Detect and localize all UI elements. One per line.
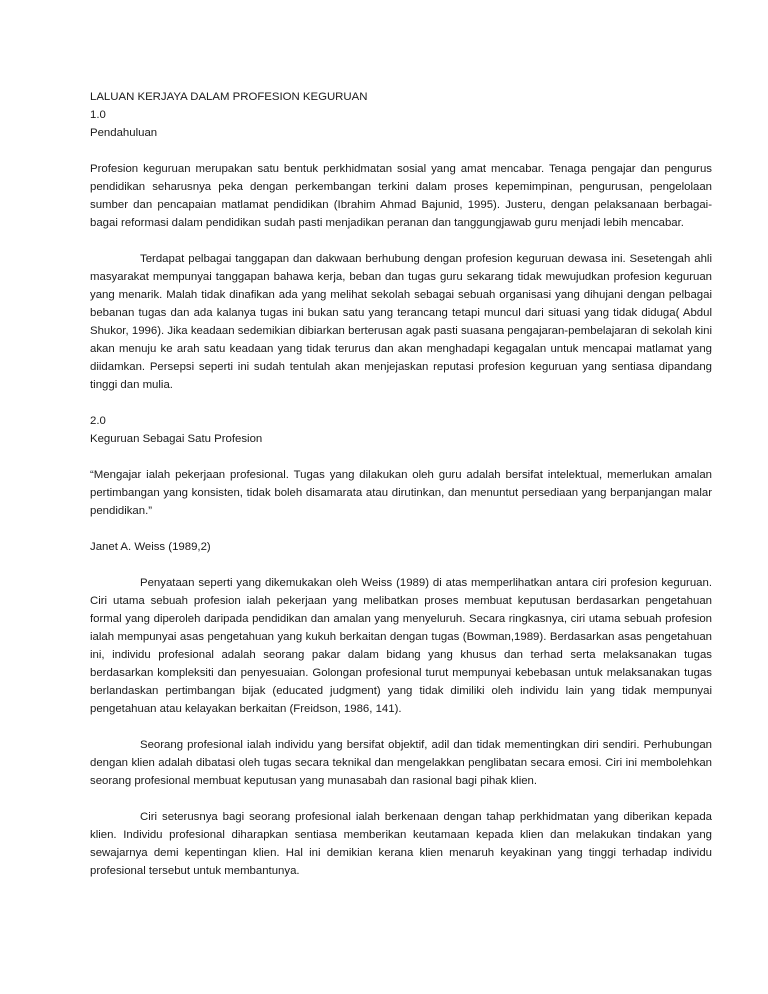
section-1-paragraph-1: Profesion keguruan merupakan satu bentuk perkhidmatan sosial yang amat mencabar. Tenaga pengajar dan pengurus pendidikan seharusnya peka dengan perkembangan terkini dalam proses kepemimpinan, pengurusan, pengelolaan sumber dan pencapaian matlamat pendidikan (Ibrahim Ahmad Bajunid, 1995). Justeru, dengan pelaksanaan berbagai-bagai reformasi dalam pendidikan sudah pasti menjadikan peranan dan tanggungjawab guru menjadi lebih mencabar. <box>90 163 712 229</box>
section-1-number: 1.0 <box>90 109 106 121</box>
section-1-heading: Pendahuluan <box>90 127 158 139</box>
section-2-paragraph-1: Penyataan seperti yang dikemukakan oleh Weiss (1989) di atas memperlihatkan antara ciri profesion keguruan. Ciri utama sebuah profesion ialah pekerjaan yang melibatkan proses membuat keputusan berdasarkan pengetahuan formal yang diperoleh daripada pendidikan dan amalan yang menyeluruh. Secara ringkasnya, ciri utama sebuah profesion ialah mempunyai asas pengetahuan yang kukuh berkaitan dengan tugas (Bowman,1989). Berdasarkan asas pengetahuan ini, individu profesional adalah seorang pakar dalam bidang yang khusus dan terhad serta melaksanakan tugas berdasarkan kompleksiti dan penyesuaian. Golongan profesional turut mempunyai kebebasan untuk melaksanakan tugas berlandaskan pertimbangan bijak (educated judgment) yang tidak dimiliki oleh individu lain yang tidak mempunyai pengetahuan atau kelayakan berkaitan (Freidson, 1986, 141). <box>90 577 712 715</box>
document-page <box>90 88 712 898</box>
section-2-paragraph-2: Seorang profesional ialah individu yang bersifat objektif, adil dan tidak mementingkan diri sendiri. Perhubungan dengan klien adalah dibatasi oleh tugas secara teknikal dan mengelakkan penglibatan secara emosi. Ciri ini membolehkan seorang profesional membuat keputusan yang munasabah dan rasional bagi pihak klien. <box>90 739 712 787</box>
section-1-paragraph-2: Terdapat pelbagai tanggapan dan dakwaan berhubung dengan profesion keguruan dewasa ini. Sesetengah ahli masyarakat mempunyai tanggapan bahawa kerja, beban dan tugas guru sekarang tidak mewujudkan profesion keguruan yang menarik. Malah tidak dinafikan ada yang melihat sekolah sebagai sebuah organisasi yang dihujani dengan pelbagai bebanan tugas dan ada kalanya tugas ini bukan satu yang terancang tetapi muncul dari situasi yang tidak diduga( Abdul Shukor, 1996). Jika keadaan sedemikian dibiarkan berterusan agak pasti suasana pengajaran-pembelajaran di sekolah kini akan menuju ke arah satu keadaan yang tidak terurus dan akan menghadapi kegagalan untuk mencapai matlamat yang diidamkan. Persepsi seperti ini sudah tentulah akan menjejaskan reputasi profesion keguruan yang sentiasa dipandang tinggi dan mulia. <box>90 253 712 391</box>
section-2-heading: Keguruan Sebagai Satu Profesion <box>90 433 263 445</box>
section-2-paragraph-3: Ciri seterusnya bagi seorang profesional ialah berkenaan dengan tahap perkhidmatan yang diberikan kepada klien. Individu profesional diharapkan sentiasa memberikan keutamaan kepada klien dan melakukan tindakan yang sewajarnya demi kepentingan klien. Hal ini demikian kerana klien menaruh keyakinan yang tinggi terhadap individu profesional tersebut untuk membantunya. <box>90 811 712 877</box>
document-title: LALUAN KERJAYA DALAM PROFESION KEGURUAN <box>90 91 368 103</box>
section-2-number: 2.0 <box>90 415 106 427</box>
quote-attribution: Janet A. Weiss (1989,2) <box>90 541 211 553</box>
block-quote: “Mengajar ialah pekerjaan profesional. Tugas yang dilakukan oleh guru adalah bersifat intelektual, memerlukan amalan pertimbangan yang konsisten, tidak boleh disamarata atau dirutinkan, dan menuntut persediaan yang berpanjangan malar pendidikan.” <box>90 469 712 517</box>
